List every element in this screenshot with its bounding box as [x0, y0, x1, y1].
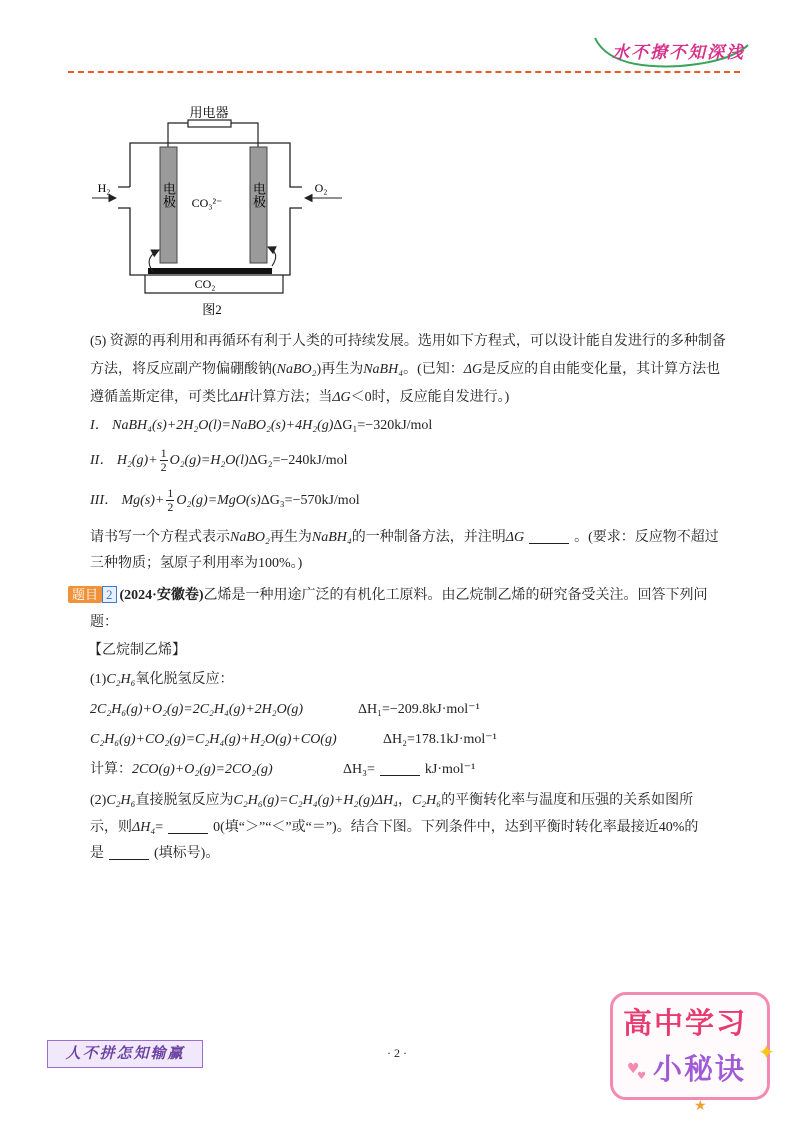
q5-text: ＜0时，反应能自发进行。)	[350, 390, 510, 405]
q5-ask-line-1	[90, 528, 719, 548]
equation-b	[90, 730, 550, 750]
formula: NaBO₂	[276, 362, 317, 377]
q5-text: 。(要求：反应物不超过	[574, 530, 719, 545]
answer-blank	[109, 845, 149, 860]
equation-label: III．	[90, 493, 118, 508]
fraction-numerator: 1	[167, 486, 174, 501]
equation-formula: O₂(g)=MgO(s)	[176, 493, 261, 508]
question-number: 2	[102, 586, 117, 603]
formula: C₂H₆	[106, 672, 136, 687]
q5-ask-line-2	[90, 554, 302, 574]
question-tag: 题目	[68, 586, 102, 603]
equation-3	[90, 486, 360, 516]
formula: NaBO₂	[230, 530, 270, 545]
fraction-denominator: 2	[167, 500, 174, 515]
fraction	[166, 487, 174, 514]
equation-unit: kJ·mol⁻¹	[424, 762, 476, 777]
right-wire	[231, 123, 258, 148]
part-text: 氧化脱氢反应：	[135, 672, 234, 687]
q5-text: 三种物质；氢原子利用率为100%。)	[90, 556, 303, 571]
badge-subtitle: 小秘诀	[653, 1052, 747, 1086]
equation-value: ΔG₃=−570kJ/mol	[260, 493, 360, 508]
q5-text: 遵循盖斯定律，可类比	[90, 390, 230, 405]
equation-formula: 2CO(g)+O₂(g)=2CO₂(g)	[132, 762, 273, 777]
equation-answer	[343, 760, 475, 780]
part-label: (1)	[90, 672, 107, 687]
q5-line-3	[90, 388, 509, 408]
right-electrode-label: 电极	[251, 182, 266, 208]
footer-motto: 人不拼怎知输赢	[47, 1040, 203, 1068]
q5-text: 计算方法；当	[248, 390, 333, 405]
fraction-numerator: 1	[160, 446, 167, 461]
part-text: 0(填“＞”“＜”或“＝”)。结合下图。下列条件中，达到平衡时转化率最接近40%的	[213, 820, 699, 835]
equation-value: ΔG₁=−320kJ/mol	[333, 418, 433, 433]
q2-stem-cont	[90, 613, 118, 633]
part-text: 的平衡转化率与温度和压强的关系如图所	[441, 793, 694, 808]
bottom-bar	[148, 268, 272, 274]
right-curve-arrow	[268, 247, 276, 266]
part-text: 是	[90, 846, 104, 861]
equation-formula: Mg(s)+	[121, 493, 165, 508]
equation-value: ΔH₃=	[343, 762, 375, 777]
equation-formula: O₂(g)=H₂O(l)	[169, 453, 249, 468]
part-text: ，	[397, 793, 412, 808]
q5-text: )再生为	[316, 362, 364, 377]
part-label: (2)	[90, 793, 107, 808]
equation-a	[90, 700, 550, 720]
sparkle-icon: ✦	[758, 1040, 775, 1064]
fraction-denominator: 2	[160, 460, 167, 475]
answer-blank	[168, 819, 208, 834]
left-wire	[168, 123, 188, 148]
equation-formula: 2C₂H₆(g)+O₂(g)=2C₂H₄(g)+2H₂O(g)	[90, 702, 304, 717]
q2-part-1	[90, 670, 234, 690]
equation-formula: NaBH₄(s)+2H₂O(l)=NaBO₂(s)+4H₂(g)	[112, 418, 334, 433]
formula: ΔG	[505, 530, 525, 545]
study-tips-badge	[610, 992, 770, 1100]
formula: C₂H₆	[411, 793, 442, 808]
equation-1	[90, 416, 432, 436]
equation-c	[90, 760, 550, 780]
fuel-cell-diagram	[85, 98, 355, 323]
equation-formula: H₂(g)+	[116, 453, 158, 468]
part-text: 示，则	[90, 820, 132, 835]
formula: ΔG	[332, 390, 351, 405]
star-icon: ★	[694, 1098, 707, 1114]
equation-value: ΔH₂=178.1kJ·mol⁻¹	[383, 732, 497, 747]
equation-formula: C₂H₆(g)+CO₂(g)=C₂H₄(g)+H₂O(g)+CO(g)	[90, 732, 337, 747]
formula: C₂H₆(g)=C₂H₄(g)+H₂(g)	[233, 793, 375, 808]
right-gas-label: O₂	[314, 181, 328, 195]
q5-line-1	[90, 332, 726, 352]
equation-2	[90, 446, 348, 476]
q5-text: 再生为	[269, 530, 312, 545]
q2-part-2-line-3	[90, 844, 219, 864]
equation-label: I．	[90, 418, 109, 433]
q5-line-2	[90, 360, 720, 380]
q2-section-title	[88, 641, 186, 661]
q5-text: (5) 资源的再利用和再循环有利于人类的可持续发展。选用如下方程式，可以设计能自发进行的多种制备	[90, 334, 726, 349]
figure-caption: 图2	[202, 302, 222, 317]
header-motto: 水不撩不知深浅	[612, 43, 745, 63]
device-resistor	[188, 120, 231, 127]
equation-value: ΔH₁=−209.8kJ·mol⁻¹	[358, 702, 480, 717]
part-text: 直接脱氢反应为	[135, 793, 234, 808]
section-title: 【乙烷制乙烯】	[88, 643, 186, 658]
q5-text: 的一种制备方法，并注明	[351, 530, 506, 545]
answer-blank	[380, 761, 420, 776]
bottom-gas-label: CO₂	[194, 277, 216, 291]
q2-header-line	[68, 586, 708, 606]
badge-title: 高中学习	[623, 1006, 748, 1040]
equation-prefix: 计算：	[90, 762, 132, 777]
equation-value: ΔG₂=−240kJ/mol	[248, 453, 348, 468]
formula: ΔH	[230, 390, 249, 405]
heart-icon: ♥	[627, 1061, 640, 1077]
question-stem: 题：	[90, 615, 118, 630]
q5-text: 。(已知：	[403, 362, 464, 377]
formula: NaBH₄	[311, 530, 352, 545]
question-stem: 乙烯是一种用途广泛的有机化工原料。由乙烷制乙烯的研究备受关注。回答下列问	[203, 588, 708, 603]
q5-text: 是反应的自由能变化量，其计算方法也	[482, 362, 721, 377]
answer-blank	[529, 529, 569, 544]
formula: ΔH₄	[132, 820, 156, 835]
header-divider	[68, 71, 740, 73]
left-gas-label: H₂	[97, 181, 111, 195]
heart-icon: ♥	[637, 1071, 646, 1082]
part-text: (填标号)。	[154, 846, 220, 861]
part-text: =	[155, 820, 164, 835]
page-number: · 2 ·	[387, 1046, 407, 1060]
fraction	[160, 447, 168, 474]
q5-text: 请书写一个方程式表示	[90, 530, 230, 545]
q2-part-2-line-1	[90, 791, 693, 811]
question-source: (2024·安徽卷)	[119, 588, 204, 603]
formula: C₂H₆	[106, 793, 136, 808]
formula: ΔG	[463, 362, 483, 377]
device-label: 用电器	[189, 105, 229, 120]
q2-part-2-line-2	[90, 818, 698, 838]
left-electrode-label: 电极	[161, 182, 176, 208]
electrolyte-label: CO₃²⁻	[191, 196, 223, 210]
formula: ΔH₄	[374, 793, 398, 808]
equation-label: II．	[90, 453, 114, 468]
q5-text: 方法，将反应副产物偏硼酸钠(	[90, 362, 277, 377]
formula: NaBH₄	[363, 362, 404, 377]
